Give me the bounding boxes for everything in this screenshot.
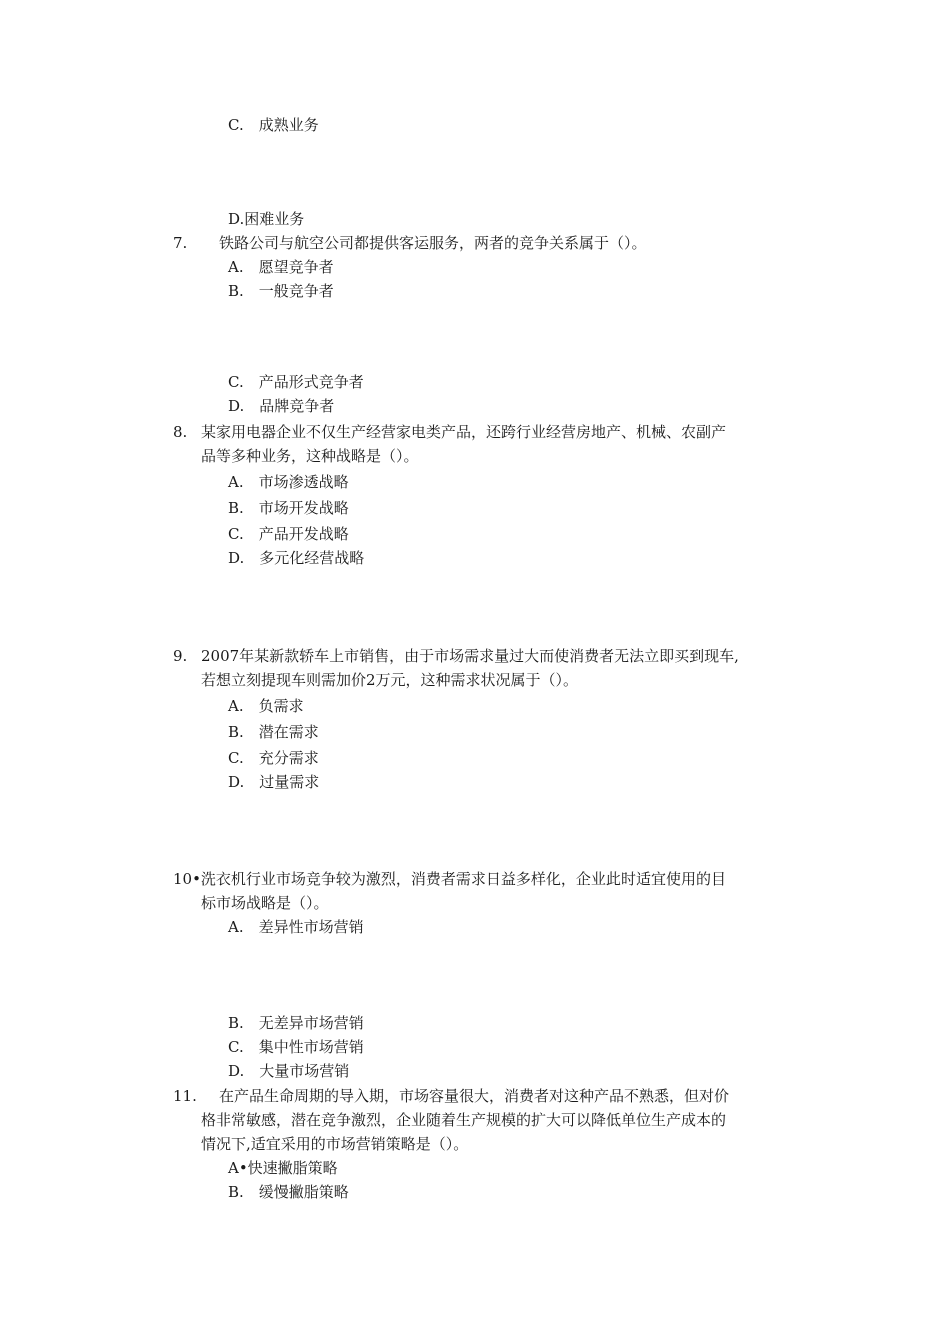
q10-text-line-2: 标市场战略是（）。 — [201, 894, 329, 912]
q8-option-b: B. 市场开发战略 — [228, 499, 349, 517]
q7-option-c: C. 产品形式竞争者 — [228, 373, 364, 391]
q6-option-c: C. 成熟业务 — [228, 116, 319, 134]
q10-option-c: C. 集中性市场营销 — [228, 1038, 364, 1056]
q9-text-line-1: 2007年某新款轿车上市销售，由于市场需求量过大而使消费者无法立即买到现车, — [201, 647, 739, 665]
q11-option-b: B. 缓慢撇脂策略 — [228, 1183, 349, 1201]
q10-text-line-1: 10•洗衣机行业市场竞争较为激烈，消费者需求日益多样化，企业此时适宜使用的目 — [173, 870, 726, 888]
q7-option-a: A. 愿望竞争者 — [228, 258, 334, 276]
q11-number: 11. — [173, 1087, 197, 1105]
q8-option-c: C. 产品开发战略 — [228, 525, 349, 543]
q11-text-line-2: 格非常敏感，潜在竞争激烈，企业随着生产规模的扩大可以降低单位生产成本的 — [201, 1111, 727, 1129]
q9-number: 9. — [173, 647, 188, 665]
q8-text-line-2: 品等多种业务，这种战略是（）。 — [201, 447, 419, 465]
q9-text-line-2: 若想立刻提现车则需加价2万元，这种需求状况属于（）。 — [201, 671, 579, 689]
q9-option-d: D. 过量需求 — [228, 773, 320, 791]
q10-option-a: A. 差异性市场营销 — [228, 918, 364, 936]
q8-option-d: D. 多元化经营战略 — [228, 549, 365, 567]
q7-text: 铁路公司与航空公司都提供客运服务，两者的竞争关系属于（）。 — [219, 234, 647, 252]
q11-text-line-1: 在产品生命周期的导入期，市场容量很大，消费者对这种产品不熟悉，但对价 — [219, 1087, 730, 1105]
q8-text-line-1: 某家用电器企业不仅生产经营家电类产品，还跨行业经营房地产、机械、农副产 — [201, 423, 727, 441]
q10-option-b: B. 无差异市场营销 — [228, 1014, 364, 1032]
q7-option-d: D. 品牌竞争者 — [228, 397, 335, 415]
q7-option-b: B. 一般竞争者 — [228, 282, 334, 300]
q9-option-c: C. 充分需求 — [228, 749, 319, 767]
q11-text-line-3: 情况下,适宜采用的市场营销策略是（）。 — [201, 1135, 469, 1153]
q9-option-a: A. 负需求 — [228, 697, 304, 715]
q10-option-d: D. 大量市场营销 — [228, 1062, 350, 1080]
q8-option-a: A. 市场渗透战略 — [228, 473, 349, 491]
q11-option-a: A•快速撇脂策略 — [228, 1159, 338, 1177]
q6-option-d: D.困难业务 — [228, 210, 305, 228]
q8-number: 8. — [173, 423, 188, 441]
q9-option-b: B. 潜在需求 — [228, 723, 319, 741]
q7-number: 7. — [173, 234, 188, 252]
